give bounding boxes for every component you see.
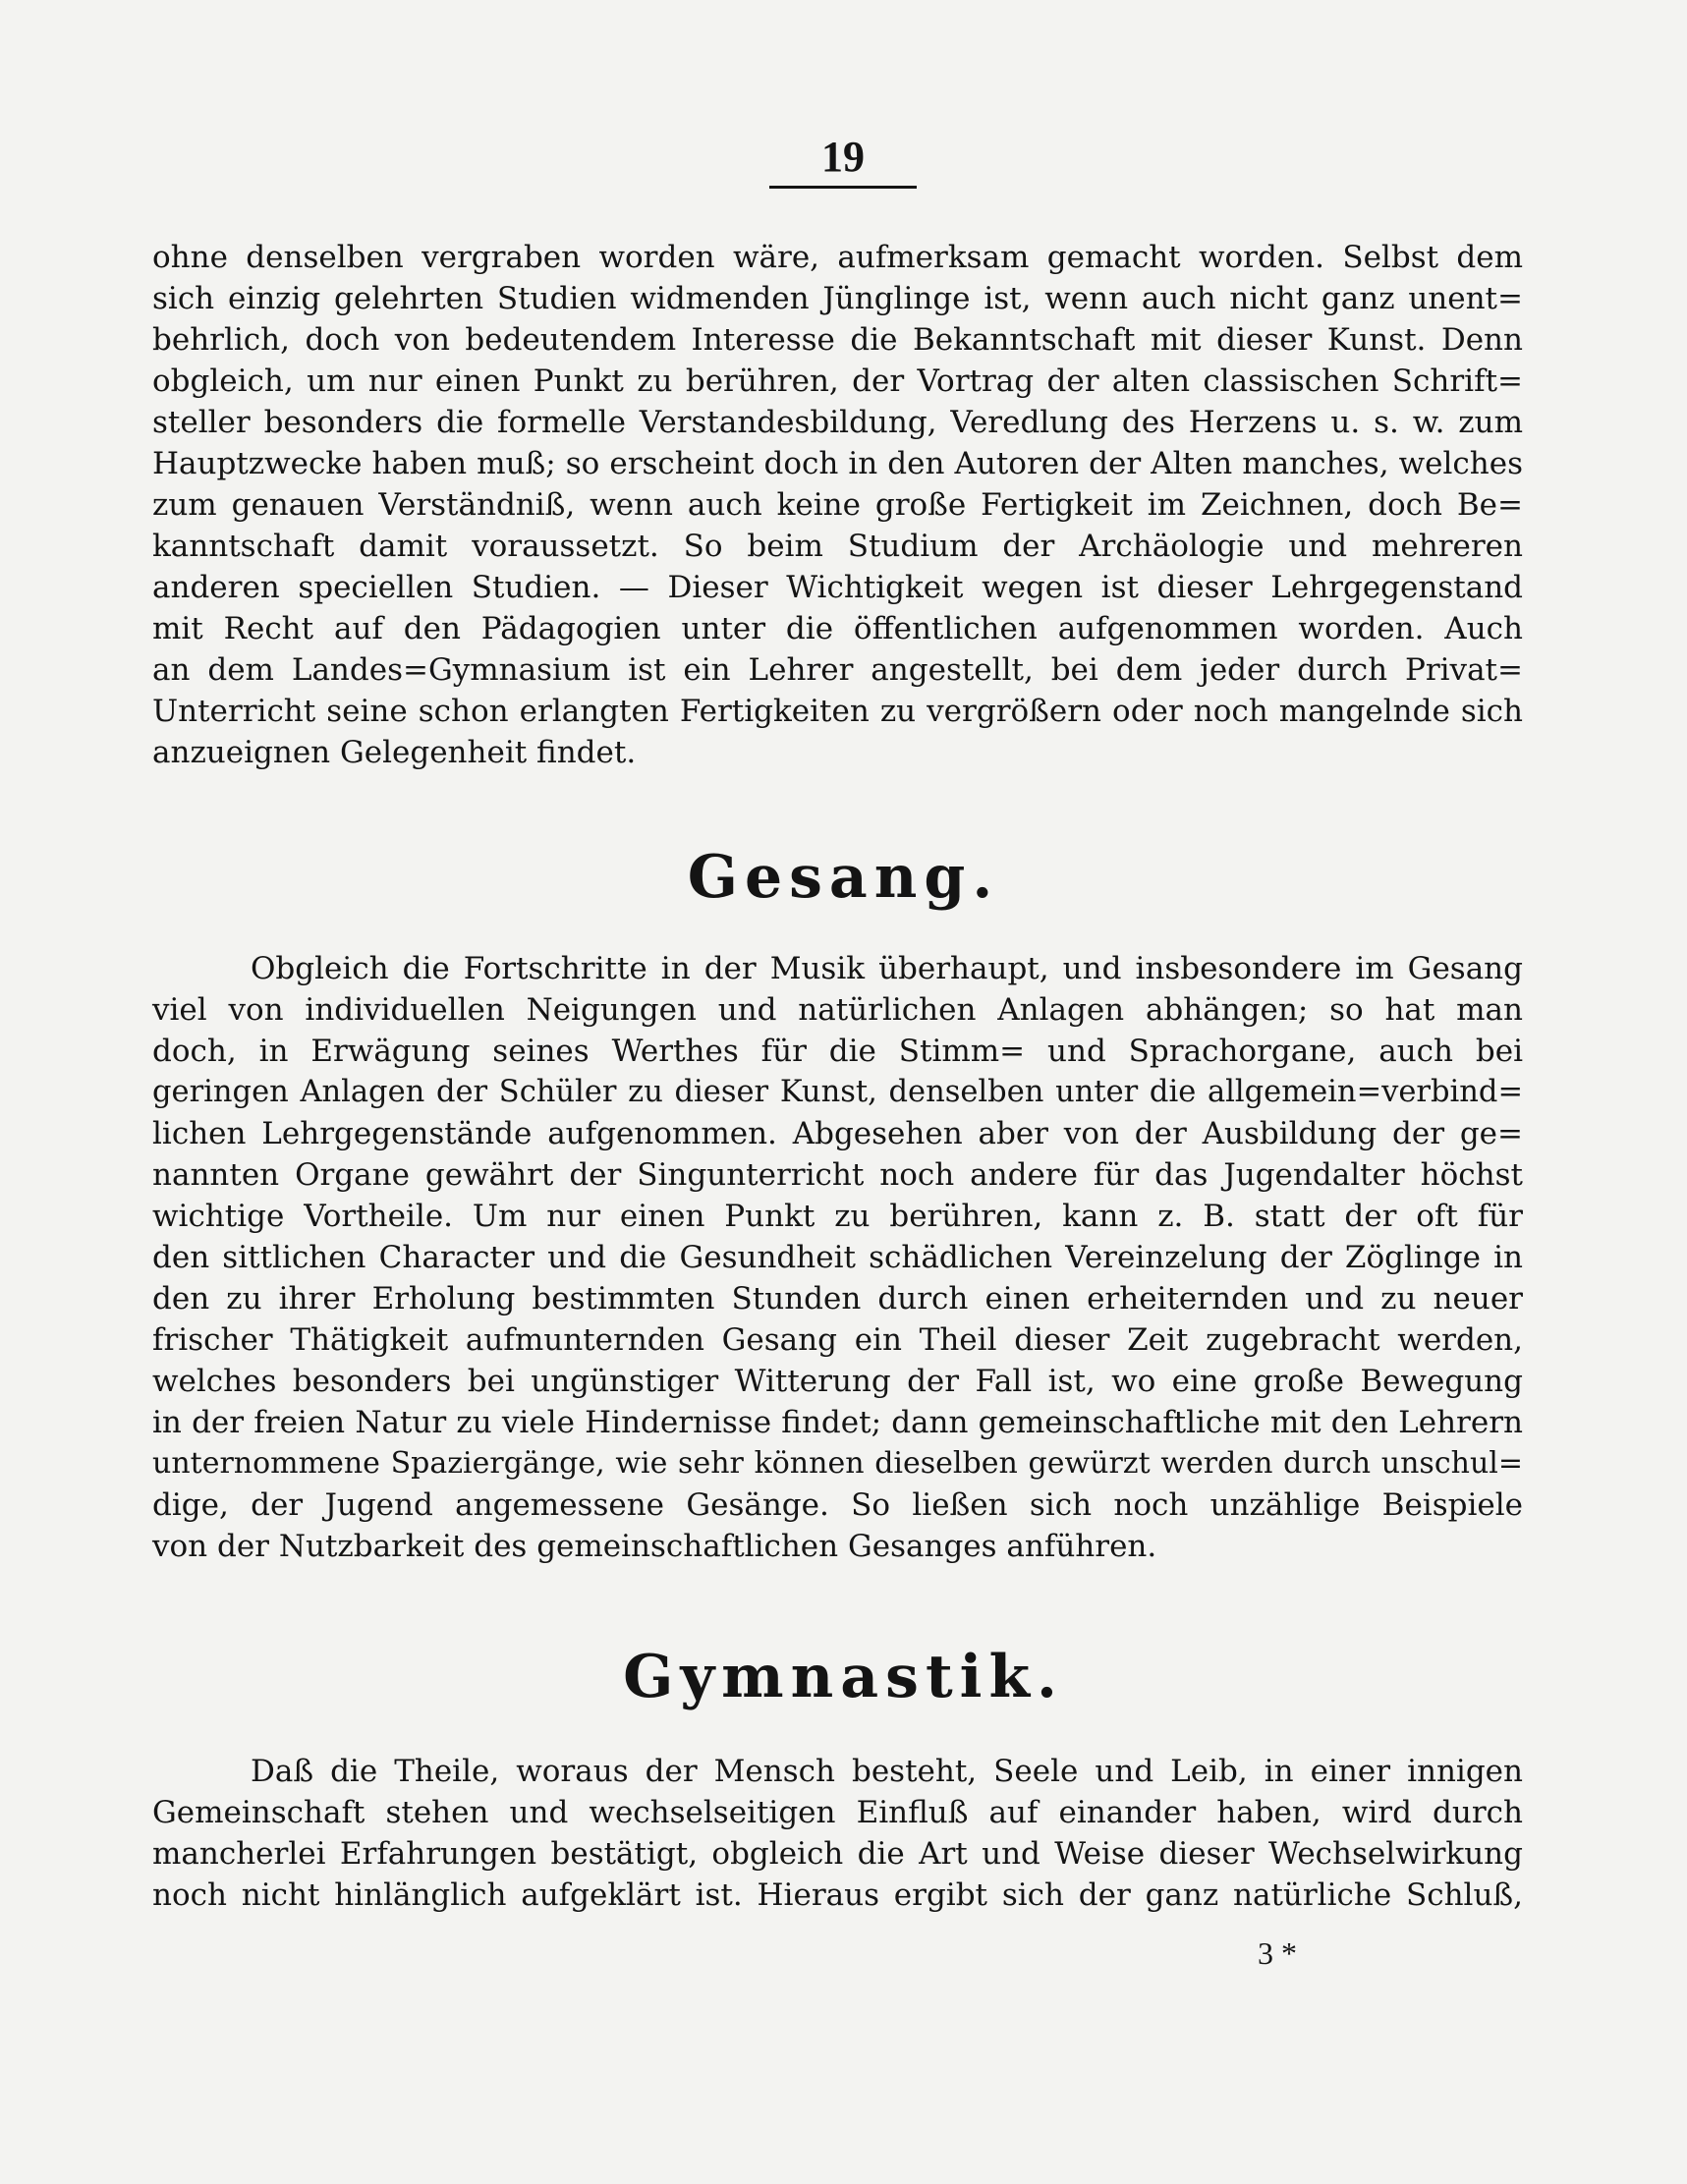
text-line: behrlich, doch von bedeutendem Interesse die Bekanntschaft mit dieser Kunst. Denn: [152, 322, 1523, 358]
text-line: anzueignen Gelegenheit findet.: [152, 735, 637, 770]
text-line: dige, der Jugend angemessene Gesänge. So ließen sich noch unzählige Beispiele: [152, 1487, 1523, 1523]
text-line: welches besonders bei ungünstiger Witterung der Fall ist, wo eine große Bewegung: [152, 1364, 1523, 1399]
text-line: zum genauen Verständniß, wenn auch keine große Fertigkeit im Zeichnen, doch Be=: [152, 487, 1523, 523]
text-line: steller besonders die formelle Verstandesbildung, Veredlung des Herzens u. s. w. zum: [152, 405, 1523, 440]
signature-mark: 3 *: [1258, 1935, 1297, 1971]
text-line: geringen Anlagen der Schüler zu dieser Kunst, denselben unter die allgemein=verbind=: [152, 1075, 1523, 1109]
text-line: frischer Thätigkeit aufmunternden Gesang ein Theil dieser Zeit zugebracht werden,: [152, 1322, 1523, 1358]
text-line: Gemeinschaft stehen und wechselseitigen Einfluß auf einander haben, wird durch: [152, 1795, 1523, 1830]
text-line: kanntschaft damit voraussetzt. So beim Studium der Archäologie und mehreren: [152, 529, 1523, 564]
text-line: von der Nutzbarkeit des gemeinschaftlichen Gesanges anführen.: [152, 1529, 1157, 1564]
text-line: Unterricht seine schon erlangten Fertigkeiten zu vergrößern oder noch mangelnde sich: [152, 694, 1523, 729]
text-line: lichen Lehrgegenstände aufgenommen. Abgesehen aber von der Ausbildung der ge=: [152, 1116, 1523, 1151]
text-line: Hauptzwecke haben muß; so erscheint doch in den Autoren der Alten manches, welches: [152, 446, 1523, 481]
page-number-rule: [769, 186, 917, 189]
text-line: den sittlichen Character und die Gesundheit schädlichen Vereinzelung der Zöglinge in: [152, 1240, 1523, 1275]
section-heading-gymnastik: Gymnastik.: [623, 1643, 1064, 1711]
text-line: mit Recht auf den Pädagogien unter die öffentlichen aufgenommen worden. Auch: [152, 611, 1523, 646]
text-line: doch, in Erwägung seines Werthes für die Stimm= und Sprachorgane, auch bei: [152, 1034, 1523, 1069]
page-number: 19: [821, 133, 865, 181]
text-line: viel von individuellen Neigungen und natürlichen Anlagen abhängen; so hat man: [152, 992, 1523, 1028]
text-line: den zu ihrer Erholung bestimmten Stunden durch einen erheiternden und zu neuer: [152, 1281, 1523, 1316]
text-line: unternommene Spaziergänge, wie sehr können dieselben gewürzt werden durch unschul=: [152, 1446, 1523, 1481]
text-line: an dem Landes=Gymnasium ist ein Lehrer angestellt, bei dem jeder durch Privat=: [152, 652, 1523, 688]
text-line: Daß die Theile, woraus der Mensch besteht, Seele und Leib, in einer innigen: [251, 1754, 1523, 1789]
text-line: mancherlei Erfahrungen bestätigt, obgleich die Art und Weise dieser Wechselwirkung: [152, 1836, 1523, 1872]
text-line: anderen speciellen Studien. — Dieser Wichtigkeit wegen ist dieser Lehrgegenstand: [152, 570, 1523, 605]
text-line: wichtige Vortheile. Um nur einen Punkt zu berühren, kann z. B. statt der oft für: [152, 1199, 1523, 1234]
text-line: sich einzig gelehrten Studien widmenden Jünglinge ist, wenn auch nicht ganz unent=: [152, 281, 1523, 316]
section-heading-gesang: Gesang.: [687, 843, 1000, 912]
text-line: Obgleich die Fortschritte in der Musik überhaupt, und insbesondere im Gesang: [251, 951, 1523, 986]
text-line: in der freien Natur zu viele Hindernisse findet; dann gemeinschaftliche mit den Lehrern: [152, 1405, 1523, 1440]
text-line: noch nicht hinlänglich aufgeklärt ist. Hieraus ergibt sich der ganz natürliche Schluß,: [152, 1877, 1523, 1913]
text-line: obgleich, um nur einen Punkt zu berühren, der Vortrag der alten classischen Schrift=: [152, 364, 1523, 399]
text-line: ohne denselben vergraben worden wäre, aufmerksam gemacht worden. Selbst dem: [152, 240, 1523, 275]
text-line: nannten Organe gewährt der Singunterricht noch andere für das Jugendalter höchst: [152, 1157, 1523, 1193]
